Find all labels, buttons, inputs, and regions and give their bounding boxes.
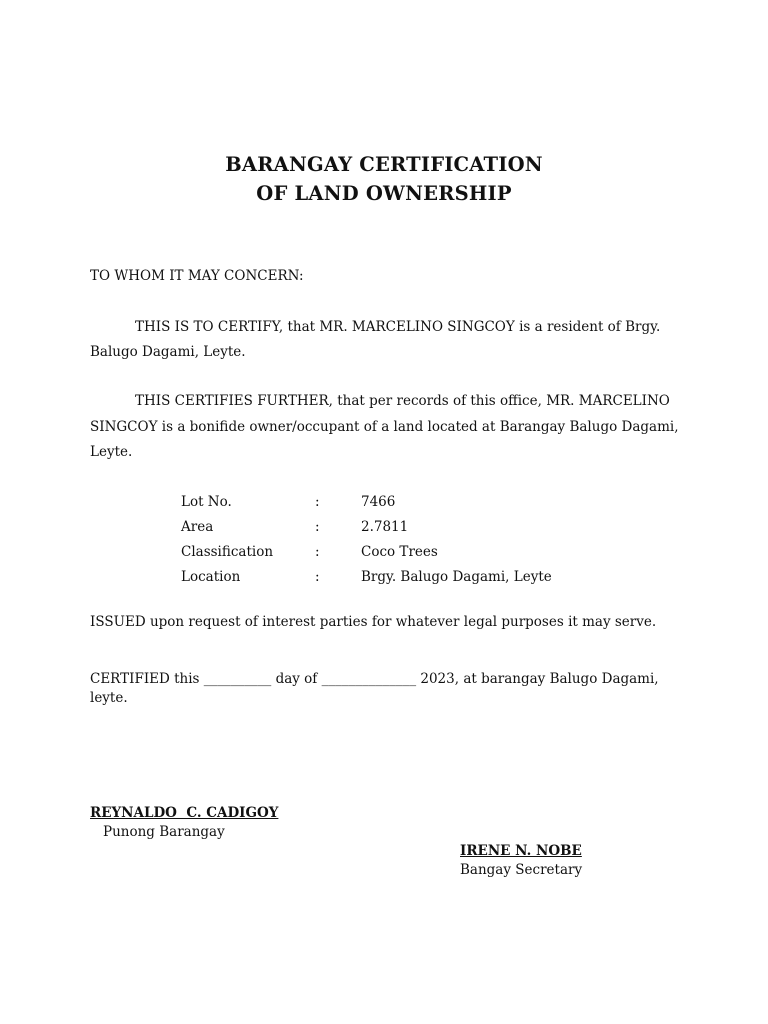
land-detail-label: Area <box>181 519 214 535</box>
land-detail-colon: : <box>315 519 320 535</box>
salutation: TO WHOM IT MAY CONCERN: <box>90 268 304 284</box>
secretary-name: IRENE N. NOBE <box>460 843 582 859</box>
land-detail-colon: : <box>315 569 320 585</box>
land-detail-colon: : <box>315 544 320 560</box>
land-detail-value: 7466 <box>361 494 396 510</box>
land-detail-label: Location <box>181 569 241 585</box>
paragraph2-line2: SINGCOY is a bonifide owner/occupant of a land located at Barangay Balugo Dagami, <box>90 419 679 435</box>
certified-line1: CERTIFIED this __________ day of ______________ 2023, at barangay Balugo Dagami, <box>90 671 659 687</box>
secretary-position: Bangay Secretary <box>460 862 583 878</box>
captain-name: REYNALDO C. CADIGOY <box>90 805 279 821</box>
land-detail-value: 2.7811 <box>361 519 409 535</box>
document-title-line1: BARANGAY CERTIFICATION <box>225 153 543 176</box>
land-detail-label: Classification <box>181 544 274 560</box>
document-title-line2: OF LAND OWNERSHIP <box>256 182 512 205</box>
land-detail-label: Lot No. <box>181 494 232 510</box>
paragraph1-line1: THIS IS TO CERTIFY, that MR. MARCELINO SINGCOY is a resident of Brgy. <box>135 319 661 335</box>
land-detail-value: Brgy. Balugo Dagami, Leyte <box>361 569 552 585</box>
captain-position: Punong Barangay <box>103 824 225 840</box>
issued-statement: ISSUED upon request of interest parties for whatever legal purposes it may serve. <box>90 614 657 630</box>
certified-line2: leyte. <box>90 690 128 706</box>
paragraph2-line3: Leyte. <box>90 444 133 460</box>
paragraph1-line2: Balugo Dagami, Leyte. <box>90 344 246 360</box>
paragraph2-line1: THIS CERTIFIES FURTHER, that per records of this office, MR. MARCELINO <box>135 393 670 409</box>
land-detail-colon: : <box>315 494 320 510</box>
land-detail-value: Coco Trees <box>361 544 438 560</box>
